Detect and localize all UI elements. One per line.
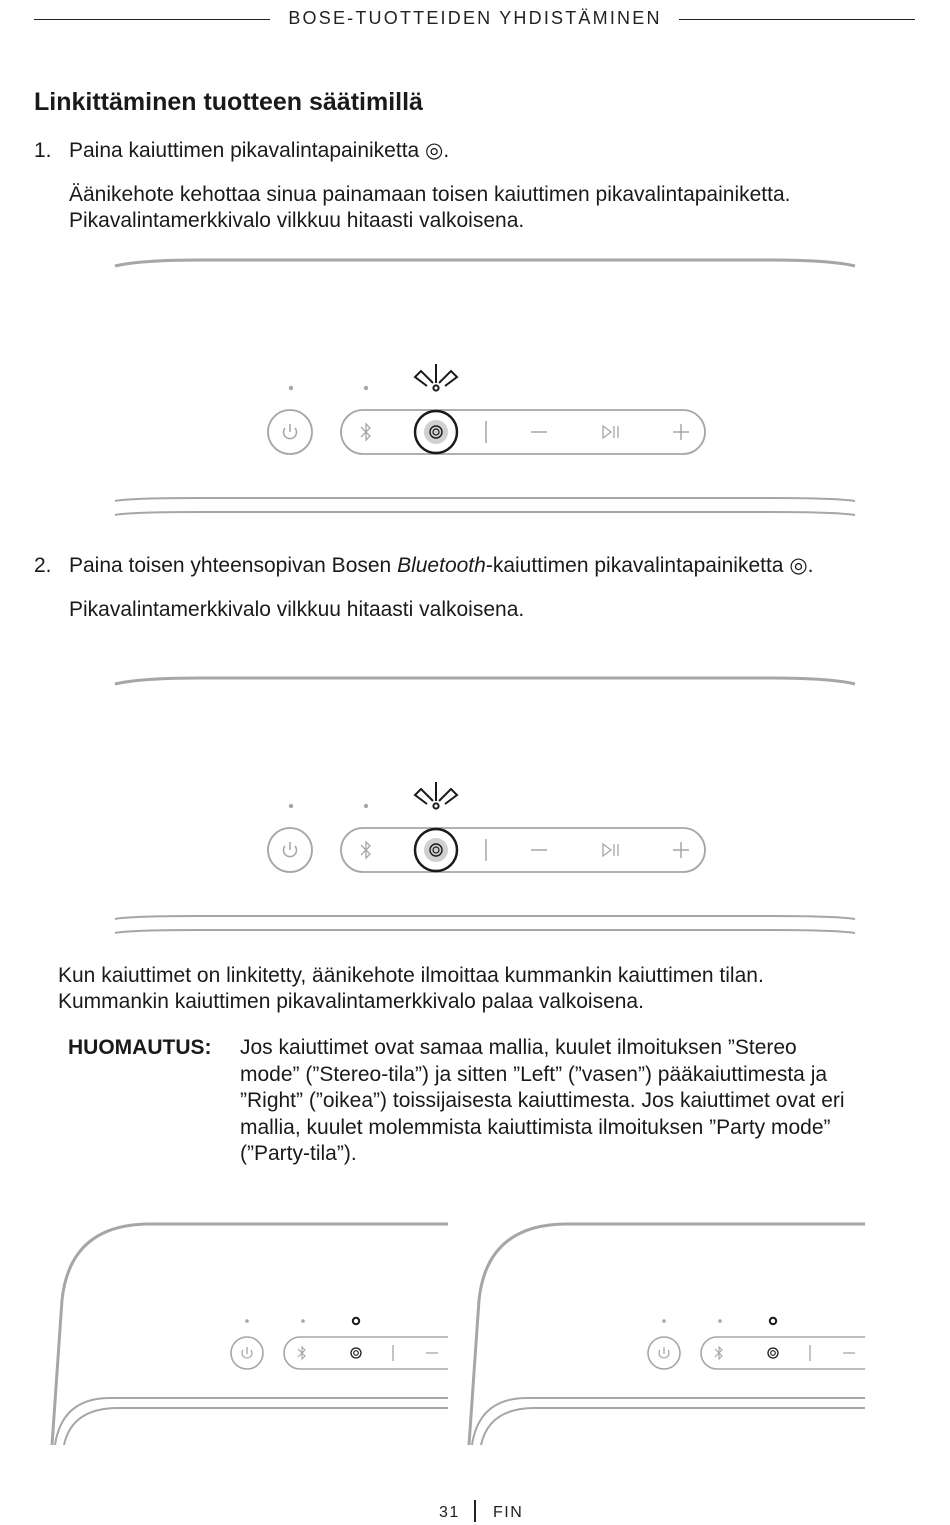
plus-icon bbox=[673, 842, 689, 858]
step-1-detail-line1: Äänikehote kehottaa sinua painamaan toisen kaiuttimen pikavalintapainiketta. bbox=[69, 183, 791, 206]
note-line: mode” (”Stereo-tila”) ja sitten ”Left” (”vasen”) pääkaiuttimesta ja bbox=[240, 1062, 828, 1086]
step-1-text: Paina kaiuttimen pikavalintapainiketta ◎. bbox=[69, 139, 450, 162]
step-2-text: Paina toisen yhteensopivan Bosen Bluetooth-kaiuttimen pikavalintapainiketta ◎. bbox=[69, 554, 814, 577]
note-label: HUOMAUTUS: bbox=[68, 1036, 212, 1059]
speaker-left-linked bbox=[52, 1224, 448, 1445]
step-1-detail-line2: Pikavalintamerkkivalo vilkkuu hitaasti valkoisena. bbox=[69, 209, 525, 232]
header-rule-right bbox=[679, 19, 915, 20]
blinking-indicator-icon bbox=[415, 364, 457, 391]
result-line-1: Kun kaiuttimet on linkitetty, äänikehote ilmoittaa kummankin kaiuttimen tilan. bbox=[58, 964, 764, 987]
power-icon bbox=[284, 424, 297, 439]
plus-icon bbox=[673, 424, 689, 440]
solid-indicator-led bbox=[770, 1318, 776, 1324]
note-line: Jos kaiuttimet ovat samaa mallia, kuulet ilmoituksen ”Stereo bbox=[240, 1036, 797, 1059]
power-led bbox=[289, 386, 293, 390]
power-icon bbox=[659, 1347, 669, 1358]
note-text bbox=[240, 1035, 920, 1168]
note-line: (”Party-tila”). bbox=[240, 1142, 357, 1165]
footer-divider bbox=[474, 1500, 476, 1522]
bluetooth-led bbox=[364, 804, 368, 808]
solid-indicator-led bbox=[353, 1318, 359, 1324]
bluetooth-led bbox=[364, 386, 368, 390]
play-pause-icon bbox=[603, 426, 618, 438]
linked-speakers-illustration bbox=[0, 1210, 950, 1460]
blinking-indicator-icon bbox=[415, 782, 457, 809]
shortcut-icon bbox=[768, 1348, 778, 1358]
page-number: 31 bbox=[439, 1504, 460, 1521]
page-header-title: BOSE-TUOTTEIDEN YHDISTÄMINEN bbox=[288, 8, 662, 28]
section-title: Linkittäminen tuotteen säätimillä bbox=[34, 88, 423, 116]
step-2-number: 2. bbox=[34, 554, 52, 577]
speaker-top-view-step2 bbox=[0, 668, 950, 948]
result-line-2: Kummankin kaiuttimen pikavalintamerkkivalo palaa valkoisena. bbox=[58, 990, 644, 1013]
page-language: FIN bbox=[493, 1504, 524, 1521]
power-icon bbox=[284, 842, 297, 857]
bluetooth-icon bbox=[298, 1347, 305, 1359]
bluetooth-icon bbox=[361, 424, 370, 440]
speaker-right-linked bbox=[469, 1224, 865, 1445]
speaker-top-view-step1 bbox=[0, 250, 950, 530]
step-2-detail: Pikavalintamerkkivalo vilkkuu hitaasti valkoisena. bbox=[69, 598, 525, 621]
bluetooth-icon bbox=[715, 1347, 722, 1359]
power-icon bbox=[242, 1347, 252, 1358]
note-line: mallia, kuulet molemmista kaiuttimista ilmoituksen ”Party mode” bbox=[240, 1115, 831, 1139]
bluetooth-icon bbox=[361, 842, 370, 858]
shortcut-icon bbox=[351, 1348, 361, 1358]
note-line: ”Right” (”oikea”) toissijaisesta kaiuttimesta. Jos kaiuttimet ovat eri bbox=[240, 1089, 845, 1112]
power-led bbox=[289, 804, 293, 808]
step-1-number: 1. bbox=[34, 139, 52, 162]
play-pause-icon bbox=[603, 844, 618, 856]
bluetooth-term: Bluetooth bbox=[397, 554, 486, 577]
